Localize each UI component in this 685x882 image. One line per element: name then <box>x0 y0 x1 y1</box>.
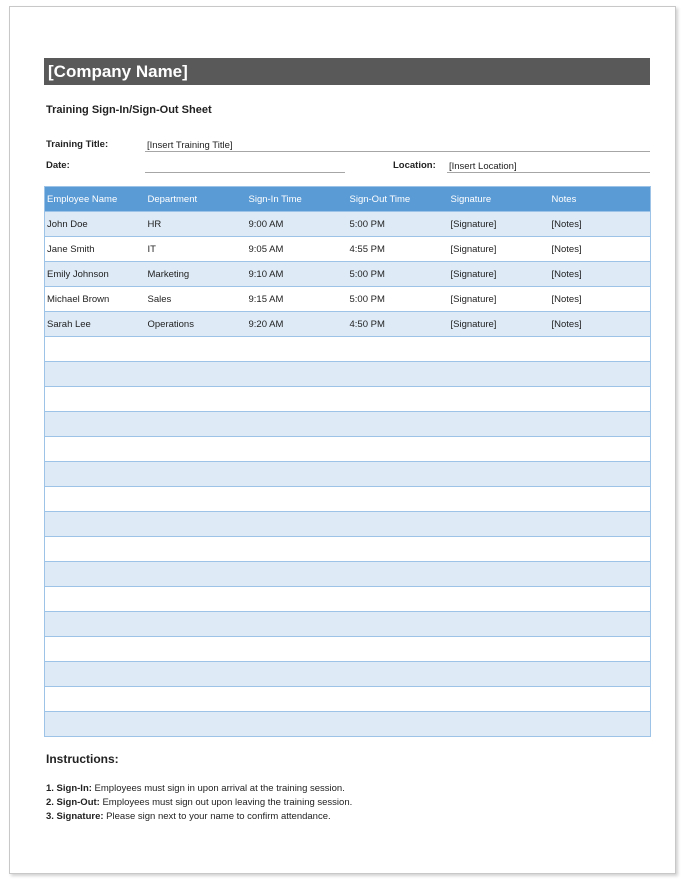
table-cell[interactable] <box>45 712 146 737</box>
table-cell[interactable] <box>45 437 146 462</box>
instruction-text: Employees must sign out upon leaving the training session. <box>99 797 353 808</box>
training-title-label: Training Title: <box>46 139 109 150</box>
table-cell[interactable] <box>449 512 550 537</box>
table-cell[interactable] <box>45 512 146 537</box>
table-cell[interactable]: [Signature] <box>449 287 550 312</box>
table-cell[interactable]: 5:00 PM <box>348 212 449 237</box>
table-cell[interactable] <box>247 512 348 537</box>
table-cell[interactable]: 5:00 PM <box>348 287 449 312</box>
table-row <box>45 437 651 462</box>
table-cell[interactable] <box>348 437 449 462</box>
table-cell[interactable] <box>146 387 247 412</box>
table-cell[interactable]: 4:50 PM <box>348 312 449 337</box>
table-cell[interactable] <box>247 362 348 387</box>
table-cell[interactable]: 9:10 AM <box>247 262 348 287</box>
column-header: Sign-In Time <box>247 187 348 212</box>
table-cell[interactable] <box>146 612 247 637</box>
table-cell[interactable] <box>247 662 348 687</box>
table-cell[interactable] <box>146 362 247 387</box>
table-cell[interactable]: 9:05 AM <box>247 237 348 262</box>
table-cell[interactable] <box>348 362 449 387</box>
table-cell[interactable]: IT <box>146 237 247 262</box>
table-row <box>45 362 651 387</box>
table-cell[interactable]: 4:55 PM <box>348 237 449 262</box>
table-row <box>45 337 651 362</box>
table-row <box>45 662 651 687</box>
table-cell[interactable] <box>45 462 146 487</box>
table-cell[interactable] <box>247 487 348 512</box>
table-row <box>45 512 651 537</box>
table-cell[interactable] <box>550 587 651 612</box>
table-cell[interactable] <box>146 487 247 512</box>
table-cell[interactable]: [Notes] <box>550 262 651 287</box>
table-row <box>45 712 651 737</box>
table-cell[interactable]: 5:00 PM <box>348 262 449 287</box>
table-cell[interactable]: [Notes] <box>550 312 651 337</box>
table-cell[interactable] <box>247 687 348 712</box>
table-cell[interactable] <box>550 612 651 637</box>
table-cell[interactable] <box>449 662 550 687</box>
table-cell[interactable] <box>247 387 348 412</box>
table-cell[interactable] <box>45 687 146 712</box>
table-cell[interactable] <box>449 412 550 437</box>
table-cell[interactable]: John Doe <box>45 212 146 237</box>
column-header: Notes <box>550 187 651 212</box>
table-row <box>45 587 651 612</box>
table-cell[interactable] <box>45 587 146 612</box>
table-cell[interactable] <box>348 612 449 637</box>
table-cell[interactable]: [Signature] <box>449 262 550 287</box>
instruction-label: 2. Sign-Out: <box>46 797 100 808</box>
table-cell[interactable] <box>348 512 449 537</box>
table-cell[interactable]: Michael Brown <box>45 287 146 312</box>
table-cell[interactable] <box>146 437 247 462</box>
table-cell[interactable] <box>247 412 348 437</box>
table-cell[interactable]: 9:15 AM <box>247 287 348 312</box>
table-cell[interactable] <box>550 512 651 537</box>
table-row <box>45 262 651 287</box>
table-cell[interactable] <box>45 362 146 387</box>
table-cell[interactable] <box>449 337 550 362</box>
table-cell[interactable] <box>449 637 550 662</box>
table-cell[interactable] <box>348 537 449 562</box>
table-cell[interactable] <box>348 687 449 712</box>
table-cell[interactable] <box>550 362 651 387</box>
table-cell[interactable] <box>45 662 146 687</box>
table-cell[interactable] <box>146 712 247 737</box>
table-cell[interactable]: HR <box>146 212 247 237</box>
table-cell[interactable] <box>550 662 651 687</box>
table-cell[interactable] <box>449 437 550 462</box>
table-cell[interactable] <box>550 412 651 437</box>
instruction-item <box>46 796 352 810</box>
table-cell[interactable]: 9:00 AM <box>247 212 348 237</box>
table-cell[interactable] <box>247 562 348 587</box>
table-cell[interactable] <box>550 687 651 712</box>
table-cell[interactable] <box>550 562 651 587</box>
table-cell[interactable]: Jane Smith <box>45 237 146 262</box>
table-header-row <box>45 187 651 212</box>
table-cell[interactable]: Emily Johnson <box>45 262 146 287</box>
table-row <box>45 412 651 437</box>
table-cell[interactable] <box>247 537 348 562</box>
table-cell[interactable] <box>348 337 449 362</box>
table-cell[interactable]: Marketing <box>146 262 247 287</box>
table-cell[interactable] <box>550 462 651 487</box>
instructions-list <box>46 782 352 824</box>
table-cell[interactable] <box>247 337 348 362</box>
table-cell[interactable] <box>247 462 348 487</box>
column-header: Sign-Out Time <box>348 187 449 212</box>
table-cell[interactable] <box>348 387 449 412</box>
table-cell[interactable] <box>146 662 247 687</box>
table-row <box>45 462 651 487</box>
table-cell[interactable] <box>45 337 146 362</box>
table-cell[interactable] <box>550 387 651 412</box>
table-cell[interactable] <box>449 537 550 562</box>
company-name-banner: [Company Name] <box>44 58 650 85</box>
table-cell[interactable] <box>45 387 146 412</box>
table-cell[interactable] <box>550 337 651 362</box>
table-cell[interactable] <box>449 712 550 737</box>
table-cell[interactable]: [Notes] <box>550 212 651 237</box>
table-cell[interactable] <box>449 562 550 587</box>
table-row <box>45 637 651 662</box>
instruction-text: Employees must sign in upon arrival at the training session. <box>91 783 345 794</box>
table-cell[interactable] <box>45 637 146 662</box>
table-cell[interactable] <box>348 487 449 512</box>
instruction-label: 3. Signature: <box>46 811 104 822</box>
table-cell[interactable] <box>348 462 449 487</box>
table-cell[interactable] <box>449 487 550 512</box>
table-cell[interactable] <box>45 537 146 562</box>
table-cell[interactable] <box>348 637 449 662</box>
table-cell[interactable] <box>449 362 550 387</box>
table-cell[interactable] <box>146 687 247 712</box>
table-cell[interactable] <box>146 587 247 612</box>
table-cell[interactable] <box>247 587 348 612</box>
table-cell[interactable] <box>348 712 449 737</box>
table-cell[interactable] <box>146 462 247 487</box>
table-cell[interactable] <box>45 612 146 637</box>
table-cell[interactable] <box>146 512 247 537</box>
instruction-item <box>46 810 352 824</box>
table-row <box>45 287 651 312</box>
location-label: Location: <box>393 160 436 171</box>
table-row <box>45 687 651 712</box>
table-cell[interactable] <box>247 612 348 637</box>
table-cell[interactable] <box>550 712 651 737</box>
table-cell[interactable] <box>247 437 348 462</box>
table-cell[interactable] <box>146 537 247 562</box>
table-cell[interactable] <box>45 487 146 512</box>
date-label: Date: <box>46 160 70 171</box>
table-cell[interactable]: Sarah Lee <box>45 312 146 337</box>
table-cell[interactable]: [Notes] <box>550 287 651 312</box>
sign-in-table <box>44 186 651 737</box>
table-cell[interactable]: [Signature] <box>449 312 550 337</box>
table-cell[interactable] <box>550 487 651 512</box>
table-cell[interactable] <box>449 612 550 637</box>
table-cell[interactable] <box>247 712 348 737</box>
instruction-item <box>46 782 352 796</box>
training-title-field[interactable]: [Insert Training Title] <box>145 139 650 152</box>
table-row <box>45 537 651 562</box>
table-cell[interactable] <box>348 587 449 612</box>
table-cell[interactable]: [Signature] <box>449 212 550 237</box>
table-cell[interactable] <box>449 587 550 612</box>
table-cell[interactable] <box>550 637 651 662</box>
table-row <box>45 487 651 512</box>
instructions-heading: Instructions: <box>46 752 119 766</box>
table-row <box>45 212 651 237</box>
column-header: Signature <box>449 187 550 212</box>
table-cell[interactable] <box>348 662 449 687</box>
table-cell[interactable] <box>146 337 247 362</box>
table-cell[interactable] <box>449 687 550 712</box>
table-cell[interactable] <box>247 637 348 662</box>
table-cell[interactable] <box>146 637 247 662</box>
table-cell[interactable] <box>45 562 146 587</box>
table-cell[interactable] <box>146 562 247 587</box>
table-cell[interactable] <box>146 412 247 437</box>
table-row <box>45 312 651 337</box>
table-cell[interactable]: Operations <box>146 312 247 337</box>
table-cell[interactable] <box>348 412 449 437</box>
column-header: Employee Name <box>45 187 146 212</box>
table-cell[interactable] <box>449 462 550 487</box>
instruction-label: 1. Sign-In: <box>46 783 92 794</box>
table-cell[interactable] <box>550 537 651 562</box>
table-cell[interactable]: [Notes] <box>550 237 651 262</box>
column-header: Department <box>146 187 247 212</box>
table-cell[interactable] <box>550 437 651 462</box>
date-field[interactable] <box>145 160 345 173</box>
instruction-text: Please sign next to your name to confirm attendance. <box>103 811 331 822</box>
sheet-title: Training Sign-In/Sign-Out Sheet <box>46 104 212 116</box>
table-row <box>45 562 651 587</box>
table-cell[interactable]: [Signature] <box>449 237 550 262</box>
table-cell[interactable]: 9:20 AM <box>247 312 348 337</box>
location-field[interactable]: [Insert Location] <box>447 160 650 173</box>
table-row <box>45 237 651 262</box>
table-cell[interactable] <box>45 412 146 437</box>
table-cell[interactable] <box>348 562 449 587</box>
table-row <box>45 612 651 637</box>
table-row <box>45 387 651 412</box>
table-cell[interactable] <box>449 387 550 412</box>
table-cell[interactable]: Sales <box>146 287 247 312</box>
table-body <box>45 212 651 737</box>
